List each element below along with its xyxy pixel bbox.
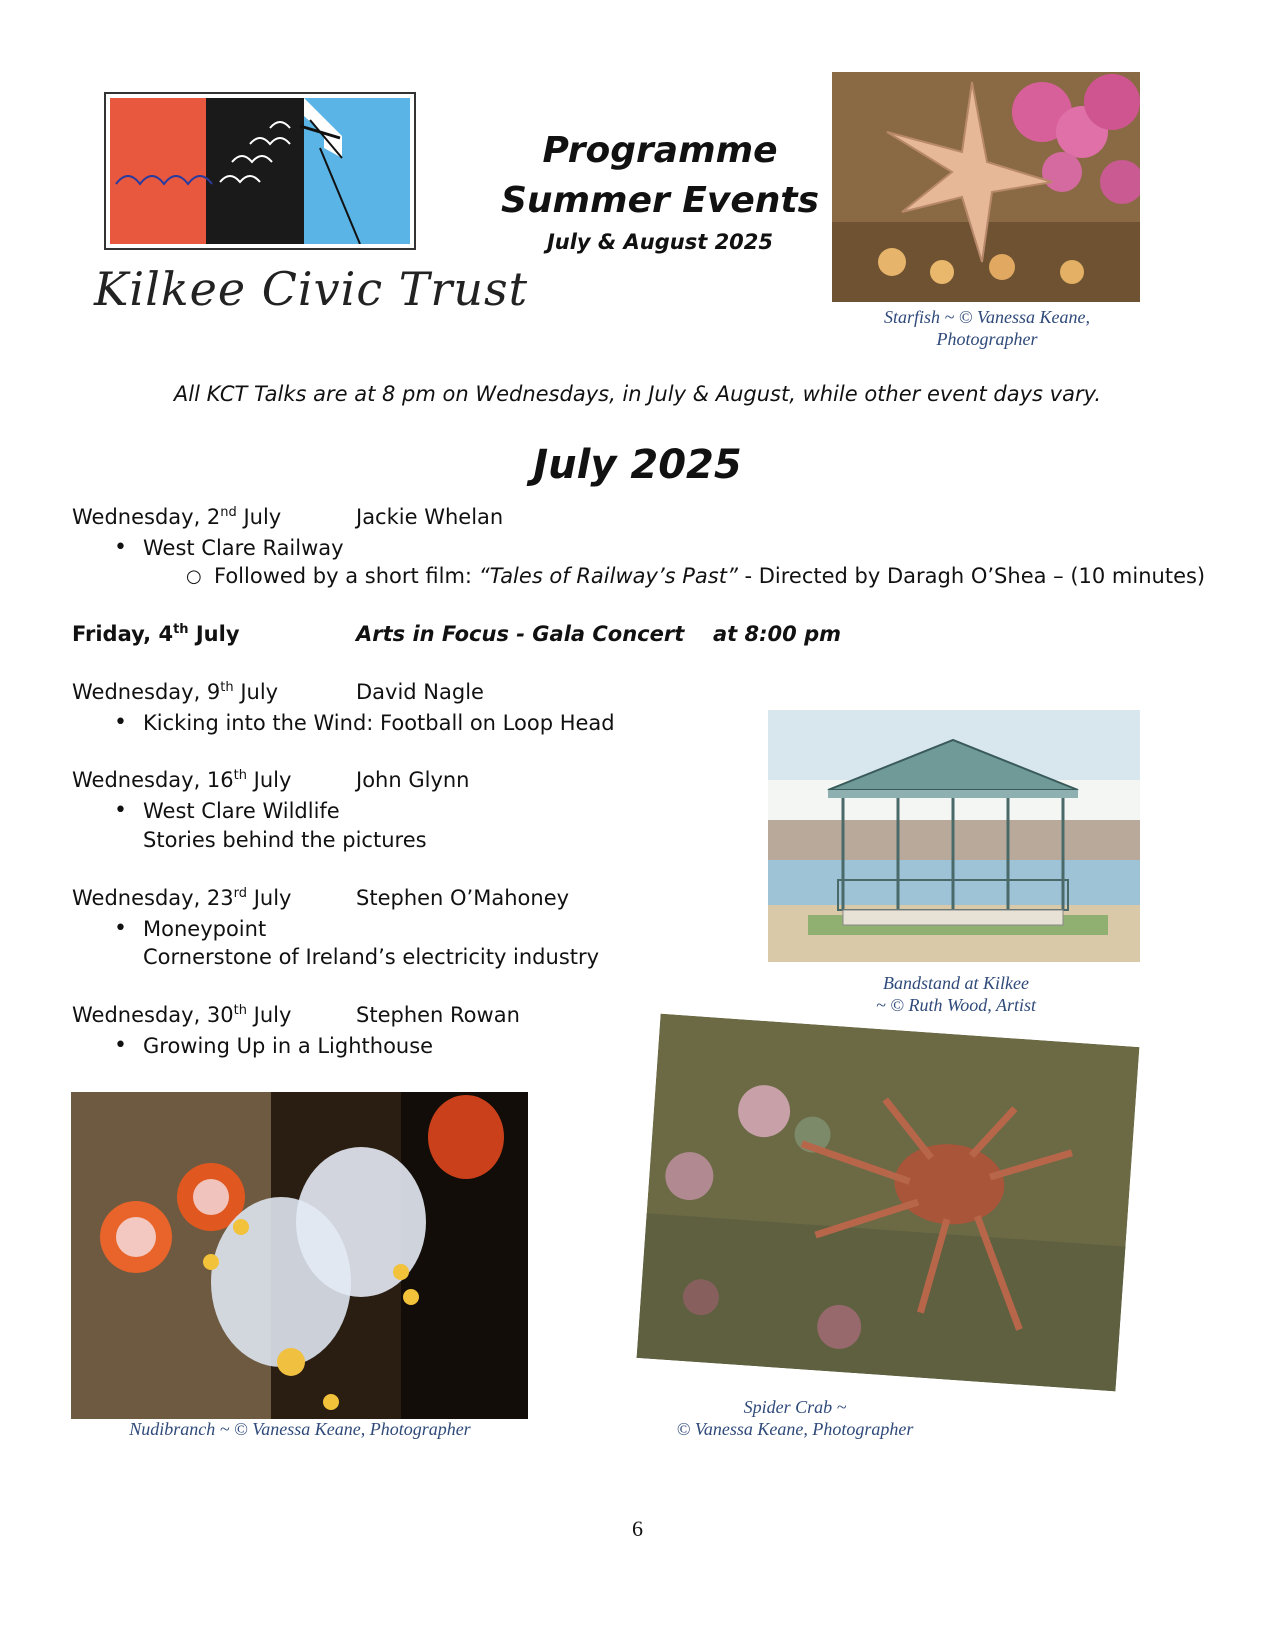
- starfish-caption-line2: Photographer: [936, 329, 1038, 349]
- starfish-caption-line1: Starfish ~ © Vanessa Keane,: [884, 307, 1090, 327]
- spider-crab-caption: [660, 1396, 930, 1440]
- event-topic: West Clare Wildlife: [143, 799, 340, 823]
- bandstand-caption-line1: Bandstand at Kilkee: [883, 973, 1029, 993]
- starfish-photo: [832, 72, 1140, 302]
- starfish-caption: [850, 306, 1124, 350]
- intro-text: All KCT Talks are at 8 pm on Wednesdays, in July & August, while other event days vary.: [173, 382, 1102, 406]
- event-subitem: Followed by a short film: “Tales of Railway’s Past” - Directed by Daragh O’Shea – (10 minutes): [214, 564, 1206, 588]
- event-time: at 8:00 pm: [713, 622, 841, 646]
- month-heading: July 2025: [533, 442, 742, 488]
- logo-emblem: [110, 98, 410, 244]
- event-speaker: Jackie Whelan: [356, 505, 504, 529]
- summer-events-title: Summer Events: [500, 180, 820, 221]
- event-title: Arts in Focus - Gala Concert: [356, 622, 685, 646]
- bullet-icon: •: [114, 535, 127, 560]
- event-topic-detail: Cornerstone of Ireland’s electricity industry: [143, 945, 600, 969]
- event-date: Wednesday, 9th July: [72, 680, 279, 704]
- spider-crab-caption-line2: © Vanessa Keane, Photographer: [676, 1419, 914, 1439]
- event-topic-detail: Stories behind the pictures: [143, 828, 427, 852]
- event-speaker: Stephen Rowan: [356, 1003, 520, 1027]
- event-topic: Growing Up in a Lighthouse: [143, 1034, 434, 1058]
- bullet-icon: •: [114, 798, 127, 823]
- circle-bullet-icon: ○: [186, 566, 202, 587]
- kilkee-civic-trust-logo: [104, 92, 416, 250]
- event-date: Wednesday, 23rd July: [72, 886, 292, 910]
- event-speaker: David Nagle: [356, 680, 484, 704]
- programme-title: Programme: [542, 130, 778, 171]
- event-date: Wednesday, 30th July: [72, 1003, 292, 1027]
- page-number: 6: [632, 1516, 643, 1541]
- logo-wordmark: Kilkee Civic Trust: [94, 262, 529, 316]
- event-date: Friday, 4th July: [72, 622, 240, 646]
- bandstand-caption: [820, 972, 1092, 1016]
- event-topic: Kicking into the Wind: Football on Loop Head: [143, 711, 615, 735]
- event-speaker: Stephen O’Mahoney: [356, 886, 570, 910]
- bullet-icon: •: [114, 916, 127, 941]
- event-speaker: John Glynn: [356, 768, 470, 792]
- event-topic: West Clare Railway: [143, 536, 344, 560]
- bullet-icon: •: [114, 710, 127, 735]
- event-topic: Moneypoint: [143, 917, 267, 941]
- spider-crab-photo: [637, 1014, 1140, 1392]
- date-range-subtitle: July & August 2025: [546, 230, 774, 254]
- bandstand-painting: [768, 710, 1140, 962]
- spider-crab-caption-line1: Spider Crab ~: [743, 1397, 847, 1417]
- bandstand-caption-line2: ~ © Ruth Wood, Artist: [876, 995, 1036, 1015]
- event-date: Wednesday, 16th July: [72, 768, 292, 792]
- nudibranch-photo: [71, 1092, 528, 1419]
- event-date: Wednesday, 2nd July: [72, 505, 282, 529]
- bullet-icon: •: [114, 1033, 127, 1058]
- nudibranch-caption: Nudibranch ~ © Vanessa Keane, Photographer: [129, 1419, 471, 1439]
